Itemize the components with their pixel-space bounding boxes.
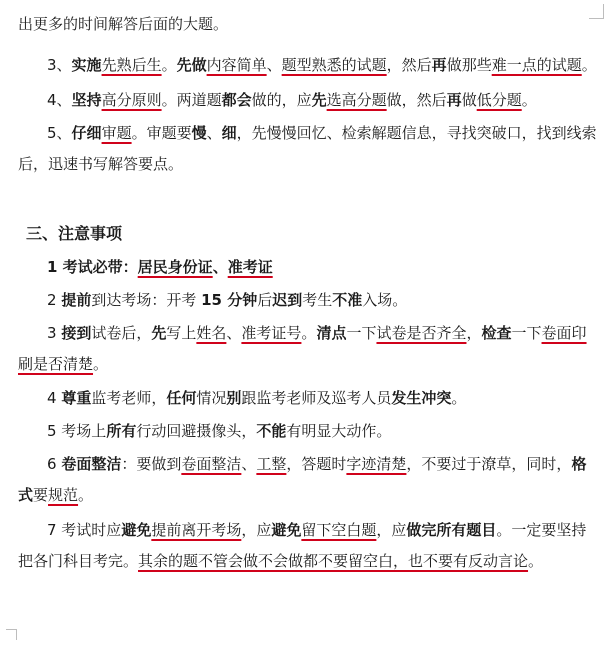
notice-item-7: 7 考试时应避免提前离开考场，应避免留下空白题，应做完所有题目。一定要坚持把各门科目考完。其余的题不管会做不会做都不要留空白，也不要有反动言论。 [18,521,587,570]
page-corner-mark [6,629,17,640]
notice-item-3: 3 接到试卷后，先写上姓名、准考证号。清点一下试卷是否齐全，检查一下卷面印刷是否清楚。 [18,324,587,373]
notice-item-2: 2 提前到达考场：开考 15 分钟后迟到考生不准入场。 [47,291,408,309]
notice-item-1: 1 考试必带：居民身份证、准考证 [47,258,273,276]
notice-item-5: 5 考场上所有行动回避摄像头，不能有明显大动作。 [47,422,392,440]
notice-item-4: 4 尊重监考老师，任何情况别跟监考老师及巡考人员发生冲突。 [47,389,467,407]
notice-item-6: 6 卷面整洁：要做到卷面整洁、工整，答题时字迹清楚，不要过于潦草，同时，格式要规范。 [18,455,587,504]
paragraph-item-5: 5、仔细审题。审题要慢、细，先慢慢回忆、检索解题信息，寻找突破口，找到线索后，迅速书写解答要点。 [18,124,597,173]
paragraph-item-3: 3、实施先熟后生。先做内容简单、题型熟悉的试题，然后再做那些难一点的试题。 [47,56,597,74]
paragraph-item-4: 4、坚持高分原则。两道题都会做的，应先选高分题做，然后再做低分题。 [47,91,537,109]
section-heading: 三、注意事项 [26,224,123,243]
paragraph-continuation: 出更多的时间解答后面的大题。 [18,15,229,33]
